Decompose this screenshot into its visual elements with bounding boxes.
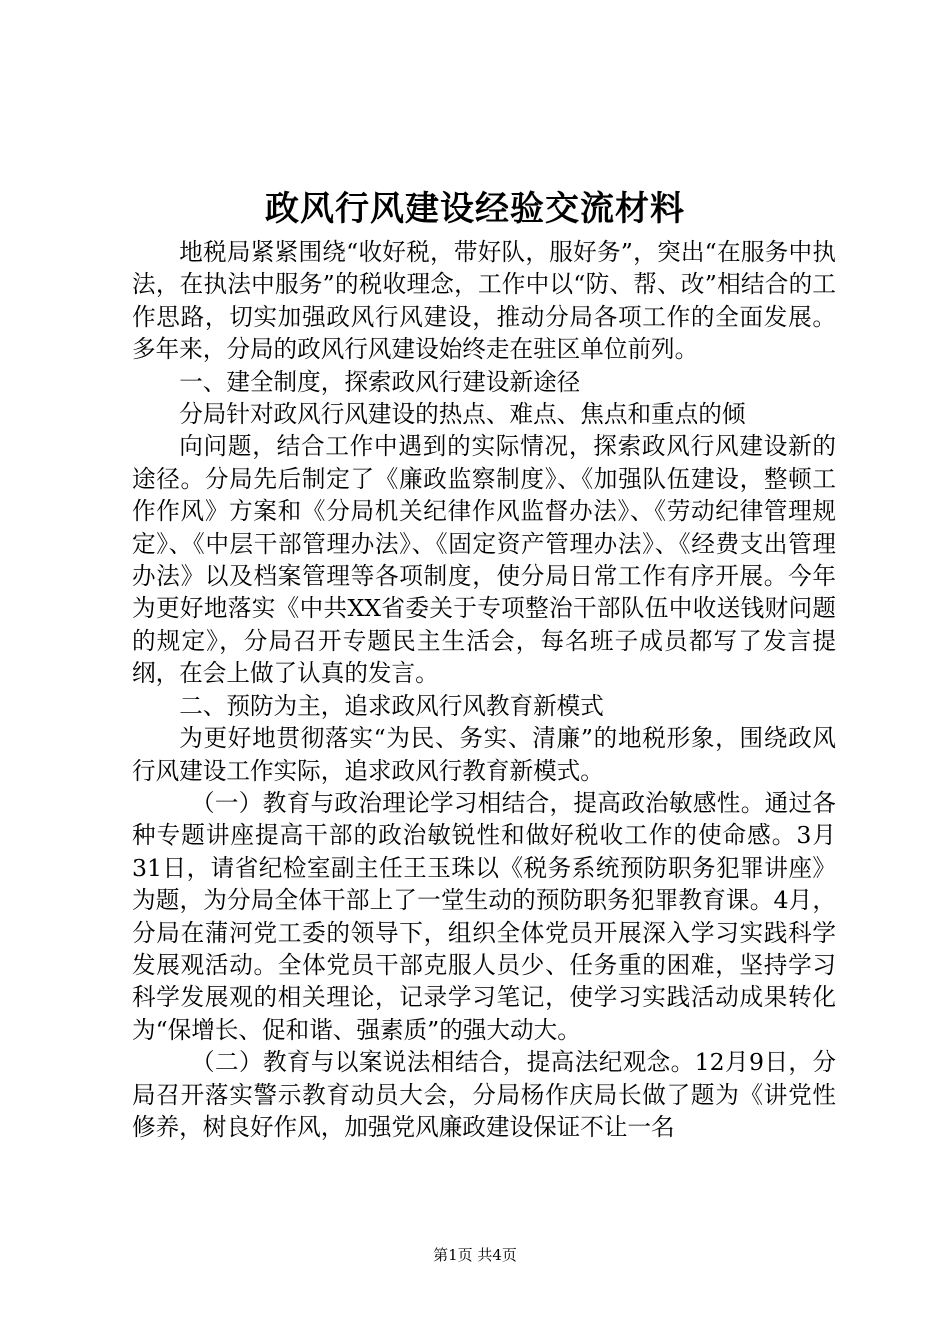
document-title: 政风行风建设经验交流材料 xyxy=(265,189,685,229)
paragraph-section2-b: （一）教育与政治理论学习相结合，提高政治敏感性。通过各种专题讲座提高干部的政治敏锐性和做好税收工作的使命感。3月31日，请省纪检室副主任王玉珠以《税务系统预防职务犯罪讲座》为题，为分局全体干部上了一堂生动的预防职务犯罪教育课。4月，分局在蒲河党工委的领导下，组织全体党员开展深入学习实践科学发展观活动。全体党员干部克服人员少、任务重的困难，坚持学习科学发展观的相关理论，记录学习笔记，使学习实践活动成果转化为“保增长、促和谐、强素质”的强大动大。 xyxy=(132,788,836,1044)
section-heading-1: 一、建全制度，探索政风行建设新途径 xyxy=(179,367,581,396)
document-body xyxy=(132,236,836,1143)
paragraph-section2-a: 为更好地贯彻落实“为民、务实、清廉”的地税形象，围绕政风行风建设工作实际，追求政风行教育新模式。 xyxy=(132,724,836,785)
paragraph-section2-c: （二）教育与以案说法相结合，提高法纪观念。12月9日，分局召开落实警示教育动员大会，分局杨作庆局长做了题为《讲党性修养，树良好作风，加强党风廉政建设保证不让一名 xyxy=(132,1048,836,1141)
paragraph-section1-a: 分局针对政风行风建设的热点、难点、焦点和重点的倾 xyxy=(179,400,746,429)
section-heading-2: 二、预防为主，追求政风行风教育新模式 xyxy=(179,691,604,720)
paragraph-intro: 地税局紧紧围绕“收好税，带好队，服好务”，突出“在服务中执法，在执法中服务”的税收理念，工作中以“防、帮、改”相结合的工作思路，切实加强政风行风建设，推动分局各项工作的全面发展。多年来，分局的政风行风建设始终走在驻区单位前列。 xyxy=(132,238,836,364)
paragraph-section1-b: 向问题，结合工作中遇到的实际情况，探索政风行风建设新的途径。分局先后制定了《廉政监察制度》、《加强队伍建设，整顿工作作风》方案和《分局机关纪律作风监督办法》、《劳动纪律管理规定》、《中层干部管理办法》、《固定资产管理办法》、《经费支出管理办法》以及档案管理等各项制度，使分局日常工作有序开展。今年为更好地落实《中共XX省委关于专项整治干部队伍中收送钱财问题的规定》，分局召开专题民主生活会，每名班子成员都写了发言提纲，在会上做了认真的发言。 xyxy=(132,432,836,688)
page-number-footer: 第1页 共4页 xyxy=(433,1246,517,1264)
